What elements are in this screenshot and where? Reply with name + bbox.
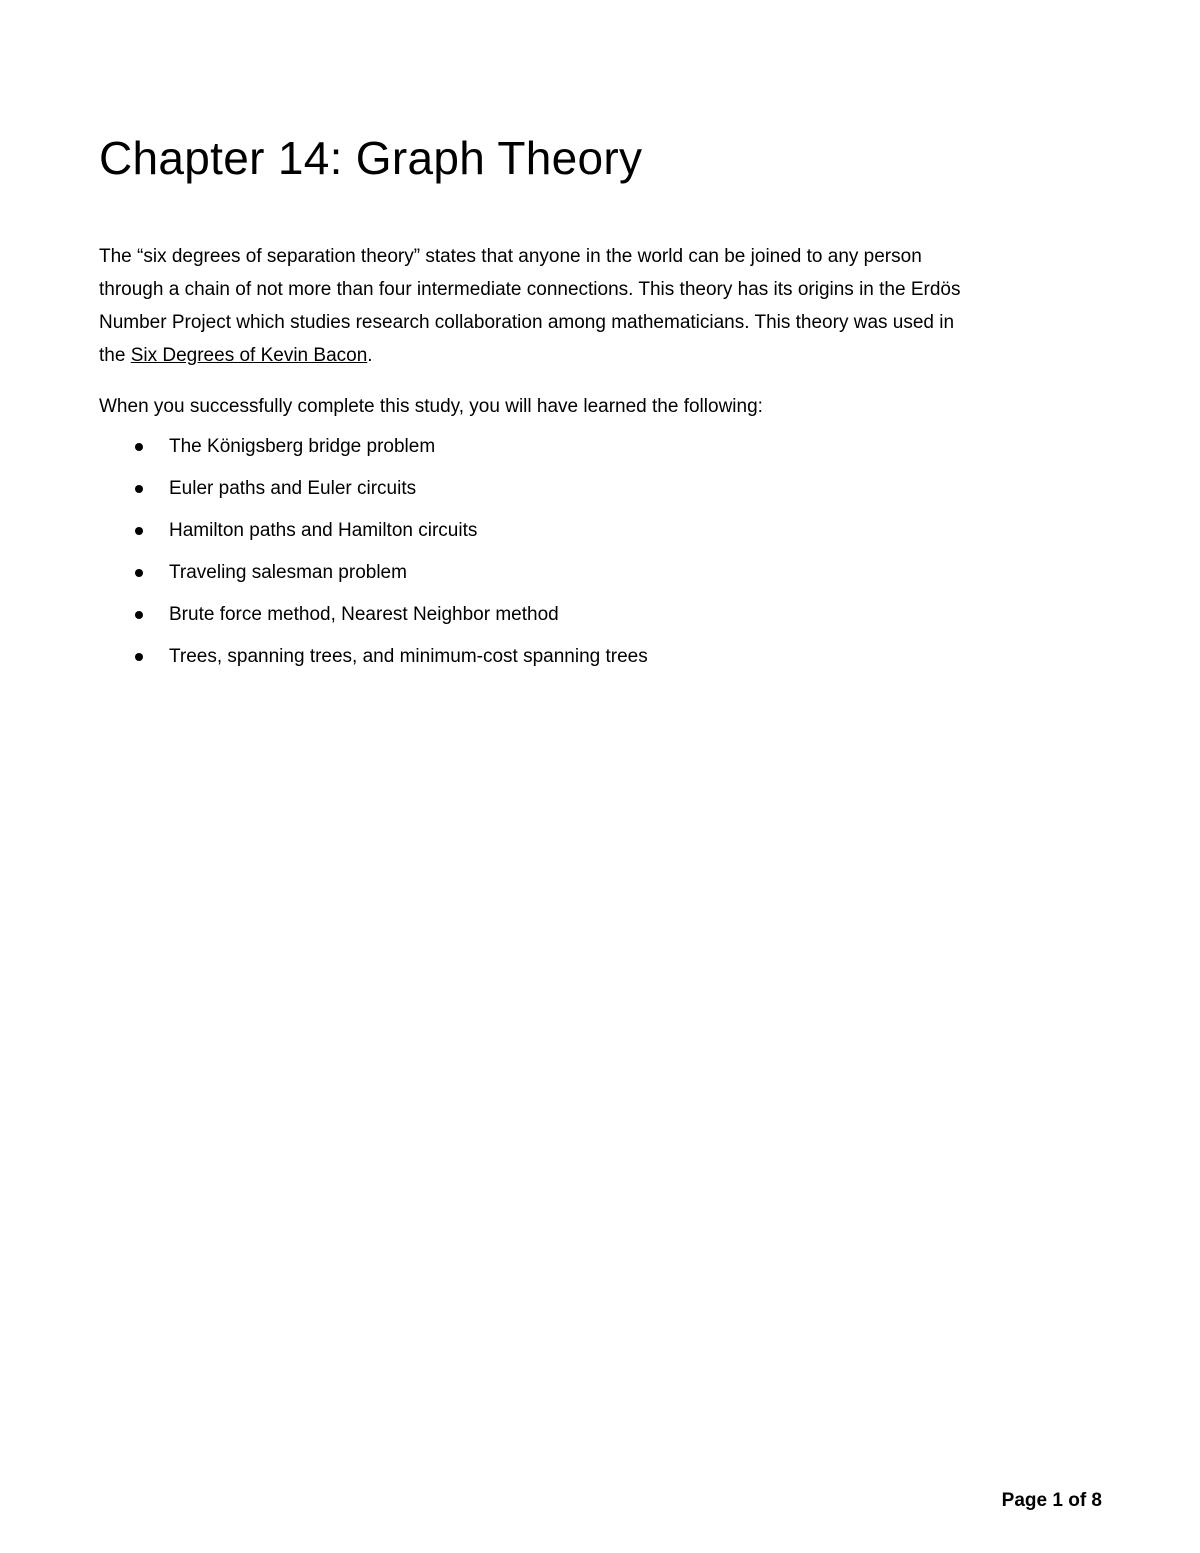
objectives-list [99,432,648,684]
list-item-label: Trees, spanning trees, and minimum-cost spanning trees [169,646,648,667]
intro-line-4 [99,339,1099,372]
list-item [99,600,648,642]
list-item-label: Hamilton paths and Hamilton circuits [169,520,478,541]
intro-line-4-suffix: . [367,345,373,366]
page-number-footer: Page 1 of 8 [1001,1490,1102,1511]
kevin-bacon-link[interactable]: Six Degrees of Kevin Bacon [130,345,368,366]
intro-line-3: Number Project which studies research collaboration among mathematicians. This theory was used in [99,312,955,333]
bullet-icon [135,443,143,451]
list-item [99,642,648,684]
list-item [99,474,648,516]
bullet-icon [135,653,143,661]
list-item [99,432,648,474]
intro-line-1: The “six degrees of separation theory” states that anyone in the world can be joined to any person [99,246,922,267]
intro-line-2: through a chain of not more than four intermediate connections. This theory has its origins in the Erdös [99,279,961,300]
page-title: Chapter 14: Graph Theory [99,132,643,184]
list-item-label: The Königsberg bridge problem [169,436,436,457]
list-item [99,558,648,600]
list-item-label: Euler paths and Euler circuits [169,478,417,499]
intro-paragraph [99,240,1099,372]
bullet-icon [135,569,143,577]
list-item-label: Brute force method, Nearest Neighbor method [169,604,559,625]
list-item [99,516,648,558]
intro-line-4-prefix: the [99,345,131,366]
list-item-label: Traveling salesman problem [169,562,407,583]
bullet-icon [135,611,143,619]
bullet-icon [135,485,143,493]
bullet-icon [135,527,143,535]
objectives-lead: When you successfully complete this study, you will have learned the following: [99,396,763,417]
